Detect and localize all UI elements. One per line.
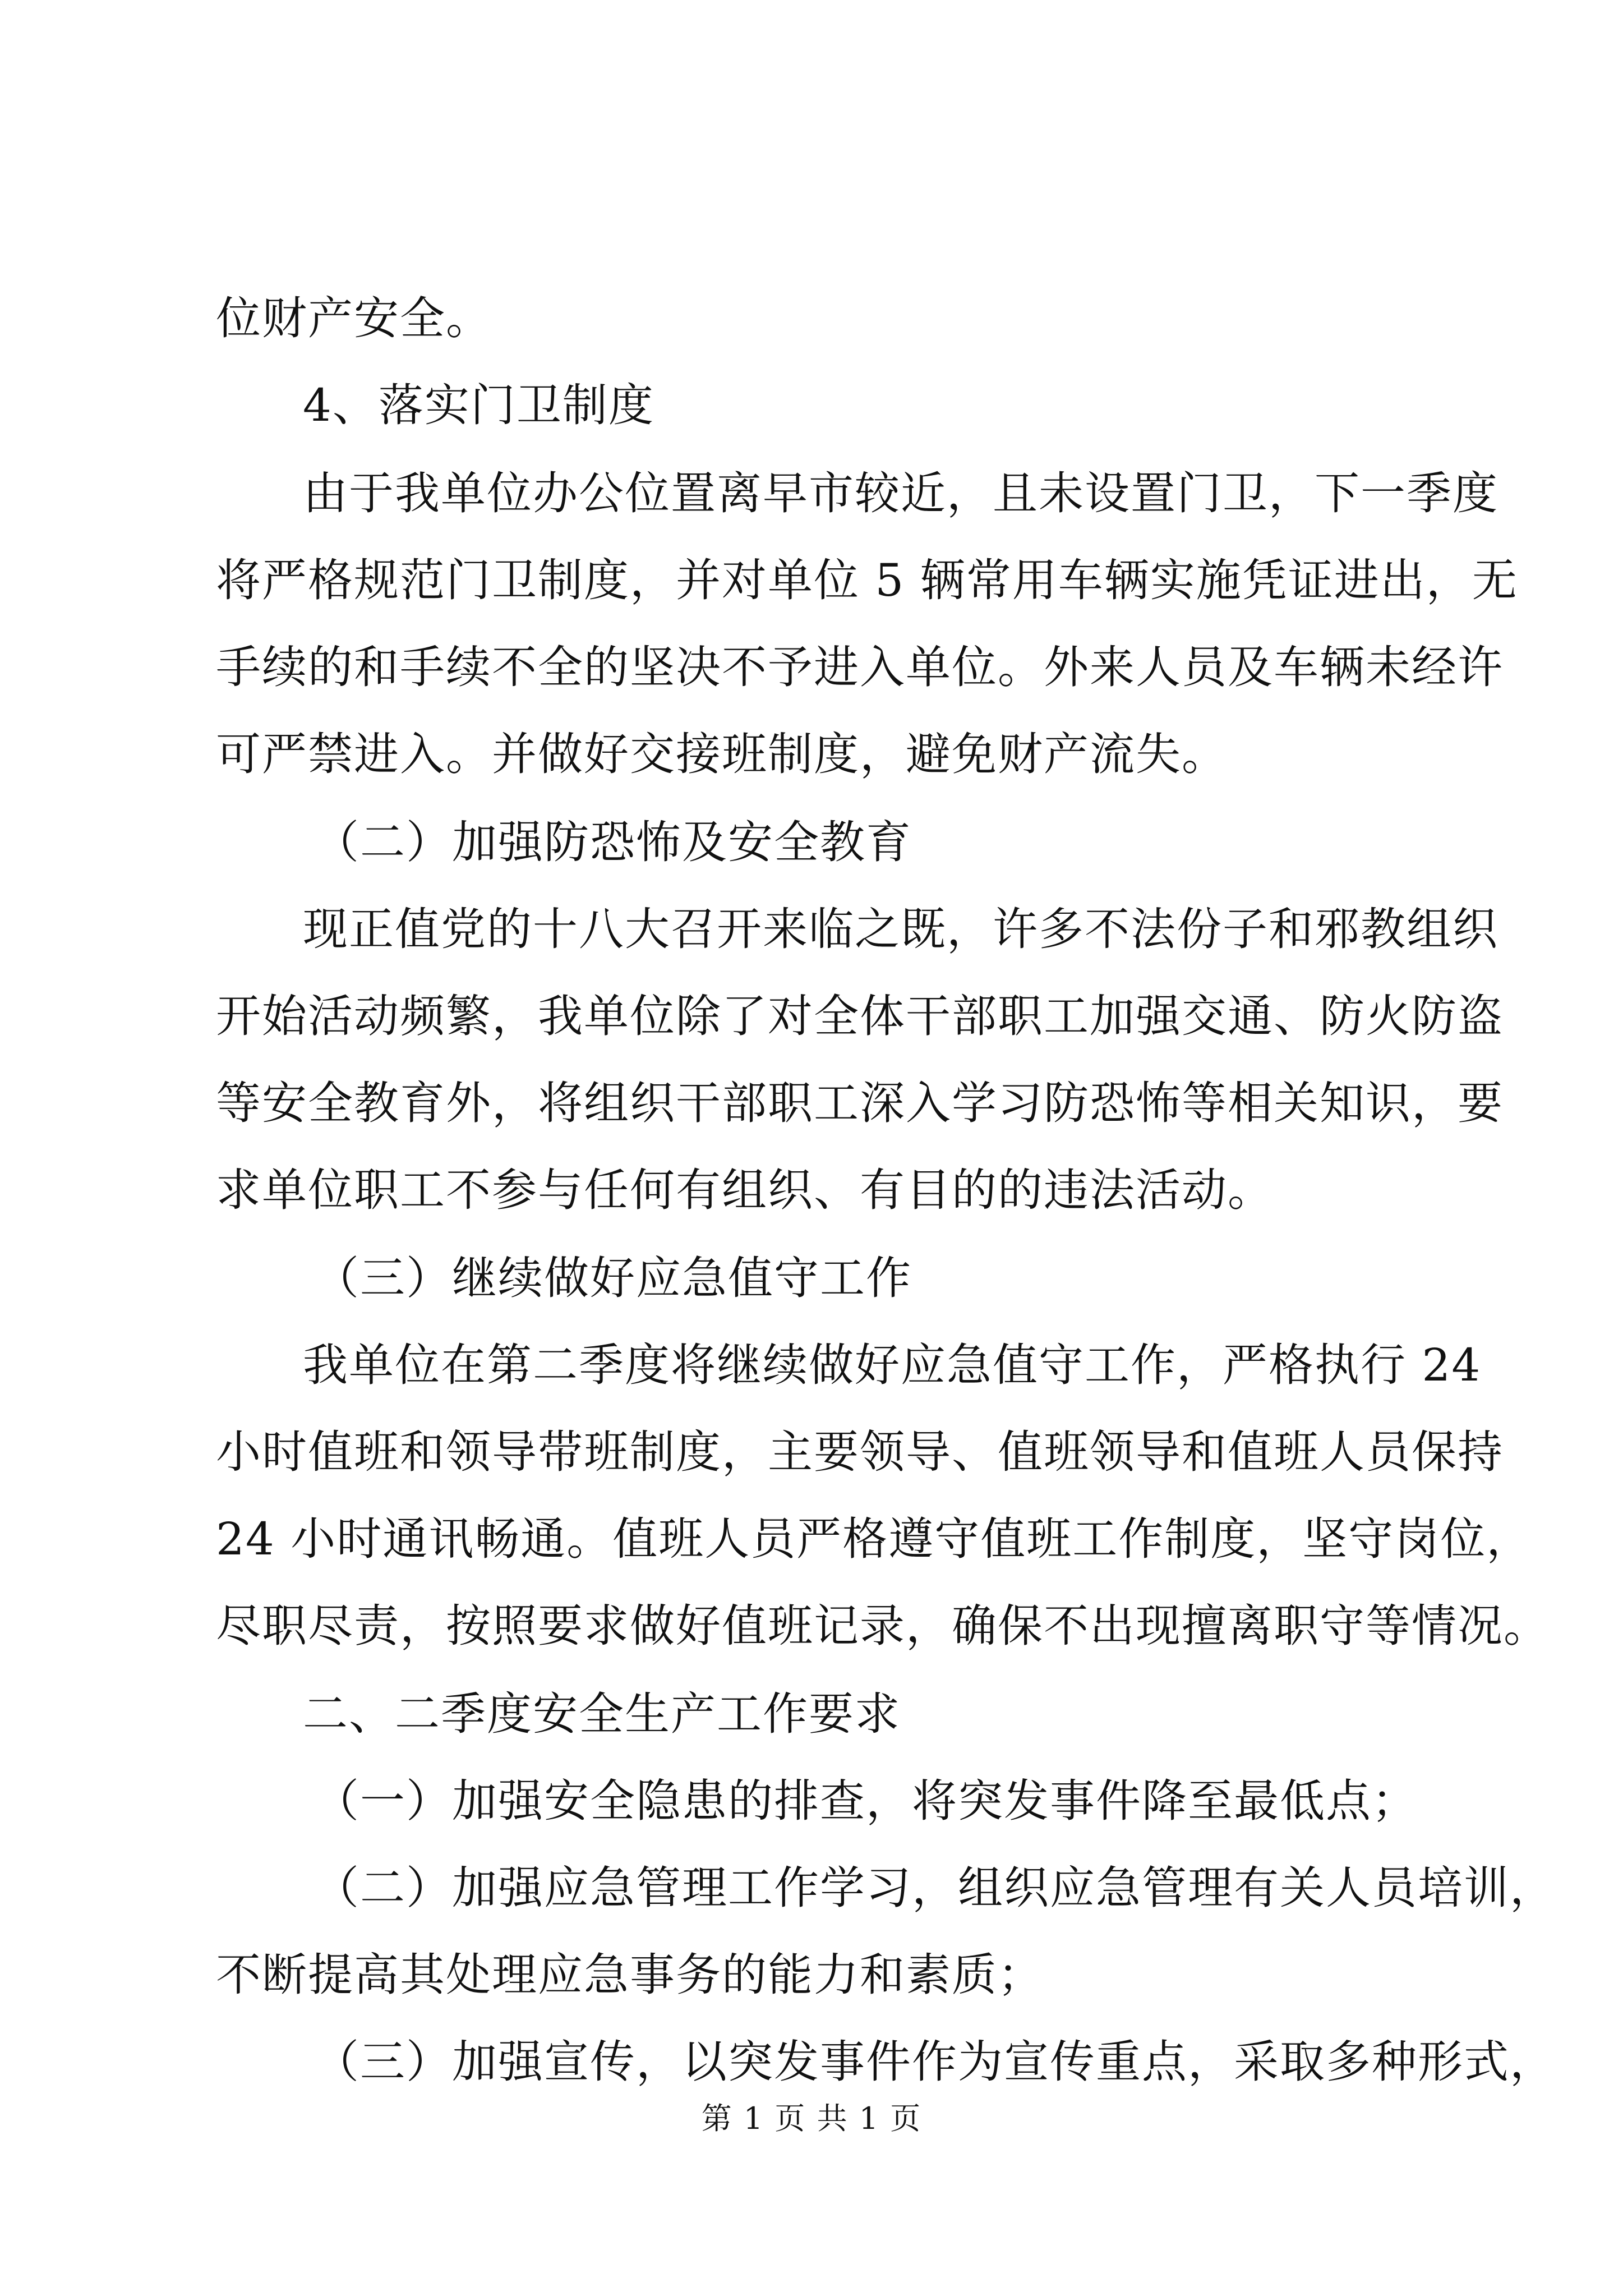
text-line: 由于我单位办公位置离早市较近，且未设置门卫，下一季度 (303, 467, 1498, 519)
text-line: 24 小时通讯畅通。值班人员严格遵守值班工作制度，坚守岗位， (216, 1513, 1533, 1565)
list-item: （一）加强安全隐患的排查，将突发事件降至最低点； (314, 1775, 1418, 1827)
text-line: 等安全教育外，将组织干部职工深入学习防恐怖等相关知识，要 (216, 1077, 1504, 1129)
text-line: 求单位职工不参与任何有组织、有目的的违法活动。 (216, 1164, 1274, 1216)
text-line: 小时值班和领导带班制度，主要领导、值班领导和值班人员保持 (216, 1426, 1504, 1478)
text-line: 可严禁进入。并做好交接班制度，避免财产流失。 (216, 728, 1228, 780)
text-line: 将严格规范门卫制度，并对单位 5 辆常用车辆实施凭证进出，无 (216, 554, 1518, 606)
text-line: 不断提高其处理应急事务的能力和素质； (216, 1949, 1044, 2001)
section-heading: 4、落实门卫制度 (303, 379, 654, 431)
section-heading: 二、二季度安全生产工作要求 (303, 1688, 901, 1740)
text-line: 我单位在第二季度将继续做好应急值守工作，严格执行 24 (303, 1339, 1482, 1391)
text-line: 位财产安全。 (216, 292, 492, 344)
page-footer: 第 1 页 共 1 页 (701, 2101, 922, 2136)
text-line: 开始活动频繁，我单位除了对全体干部职工加强交通、防火防盗 (216, 990, 1504, 1042)
text-line: 手续的和手续不全的坚决不予进入单位。外来人员及车辆未经许 (216, 641, 1504, 693)
list-item: （三）加强宣传，以突发事件作为宣传重点，采取多种形式， (314, 2036, 1556, 2088)
section-heading: （三）继续做好应急值守工作 (314, 1252, 912, 1304)
text-line: 尽职尽责，按照要求做好值班记录，确保不出现擅离职守等情况。 (216, 1600, 1550, 1652)
list-item: （二）加强应急管理工作学习，组织应急管理有关人员培训， (314, 1862, 1556, 1914)
section-heading: （二）加强防恐怖及安全教育 (314, 816, 912, 868)
text-line: 现正值党的十八大召开来临之既，许多不法份子和邪教组织 (303, 903, 1498, 955)
